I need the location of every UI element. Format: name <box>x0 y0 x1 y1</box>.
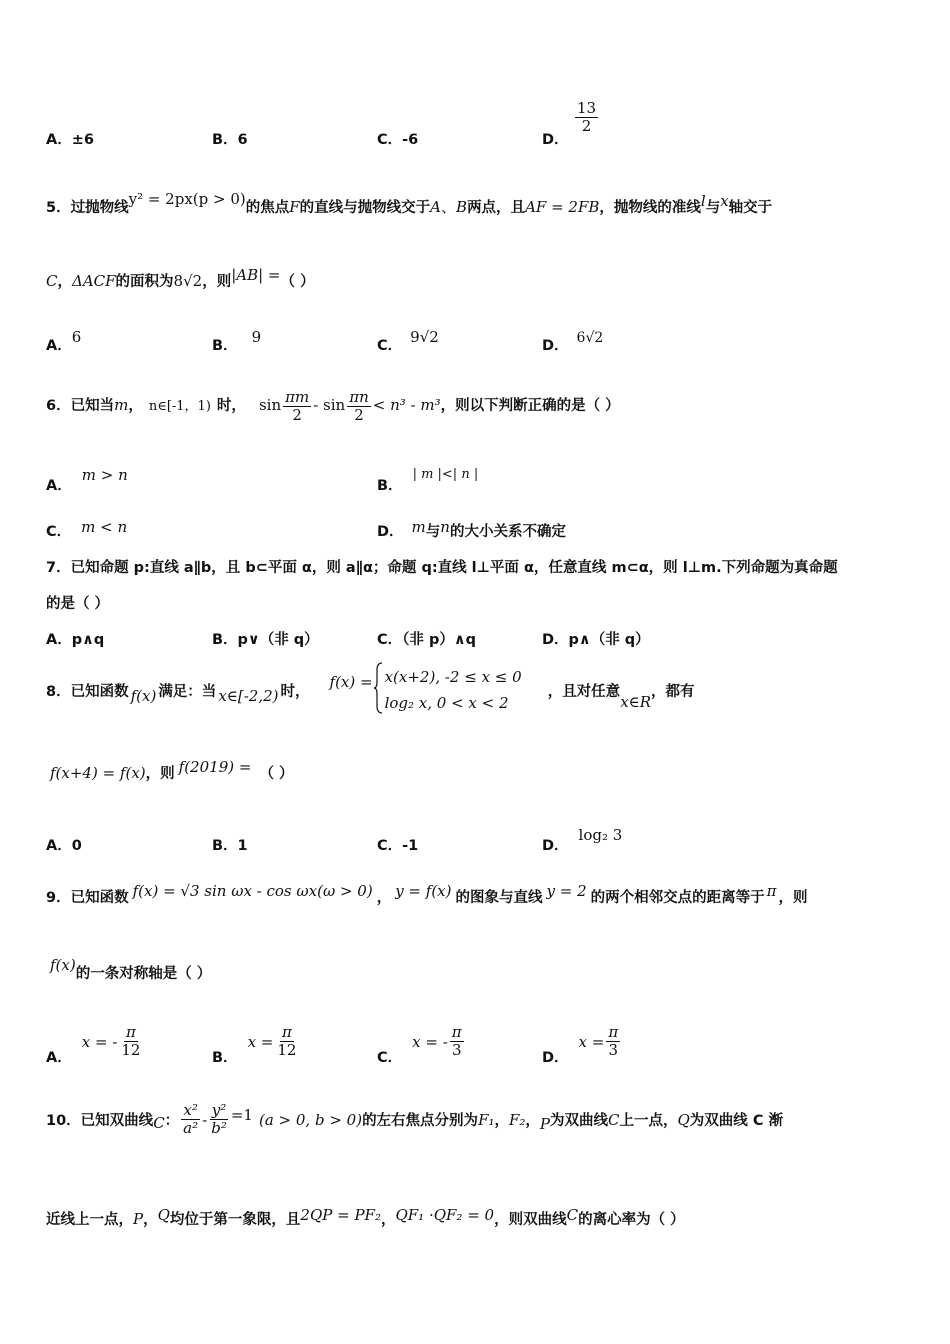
q9-option-d: D． x = $\frac{\pi}{3}$ <box>542 1023 619 1066</box>
q5-option-c: C． 9√2 <box>377 328 439 354</box>
q5-stem-line1: 5．过抛物线y² = 2px(p > 0)的焦点F的直线与抛物线交于A、B两点，且AF = 2FB，抛物线的准线l与x轴交于 <box>46 190 773 216</box>
q4-option-d-label: D． <box>542 132 569 148</box>
q8-option-a: A．0 <box>46 838 82 854</box>
q8-stem-line1: 8．已知函数 f(x) 满足：当 x∈[-2,2) 时， f(x) = x(x+2), -2 ≤ x ≤ 0 log₂ x, 0 < x < 2 ，且对任意 x∈R ，都有 <box>46 662 695 718</box>
q8-option-b: B．1 <box>212 838 248 854</box>
q8-piecewise-brace <box>373 662 383 718</box>
q9-stem-line2: f(x)的一条对称轴是（ ） <box>50 956 212 982</box>
q4-option-c: C．-6 <box>377 132 419 148</box>
q5-stem-line2: C，ΔACF的面积为8√2，则|AB| =（ ） <box>46 266 315 290</box>
q7-stem-line1: 7．已知命题 p:直线 a∥b，且 b⊂平面 α，则 a∥α；命题 q:直线 l⊥平面 α，任意直线 m⊂α，则 l⊥m.下列命题为真命题 <box>46 560 838 576</box>
q8-option-c: C．-1 <box>377 838 419 854</box>
q6-option-c: C． m < n <box>46 518 128 540</box>
q5-option-b: B． 9 <box>212 328 262 354</box>
q8-option-d: D．log₂ 3 <box>542 826 623 854</box>
q9-stem-line1: 9．已知函数 f(x) = √3 sin ωx - cos ωx(ω > 0) ， y = f(x) 的图象与直线 y = 2 的两个相邻交点的距离等于 π ，则 <box>46 882 808 906</box>
q5-option-a: A．6 <box>46 328 82 354</box>
q8-piecewise-cases: x(x+2), -2 ≤ x ≤ 0 log₂ x, 0 < x < 2 <box>384 668 522 712</box>
q9-option-a: A． x = - $\frac{\pi}{12}$ <box>46 1023 141 1066</box>
q10-stem-line2: 近线上一点，P，Q均位于第一象限，且2QP = PF₂，QF₁ ·QF₂ = 0，则双曲线C的离心率为（ ） <box>46 1206 685 1228</box>
q6-option-a: A．m > n <box>46 466 128 494</box>
q6-option-d: D． m与n的大小关系不确定 <box>377 518 566 540</box>
q5-option-d: D． 6√2 <box>542 330 604 354</box>
q4-option-d-fraction: $\frac{13}{2}$ <box>577 99 597 135</box>
q7-stem-line2: 的是（ ） <box>46 596 110 612</box>
q7-option-d: D．p∧（非 q） <box>542 632 650 648</box>
q7-option-b: B．p∨（非 q） <box>212 632 319 648</box>
q7-option-a: A．p∧q <box>46 632 105 648</box>
q4-option-b: B．6 <box>212 132 248 148</box>
q7-option-c: C．（非 p）∧q <box>377 632 476 648</box>
q6-stem: 6．已知当m， n∈[-1，1) 时， sin $\frac{\pi m}{2}$ - sin $\frac{\pi n}{2}$ < n³ - m³，则以下判断正确的是（ ） <box>46 387 620 424</box>
q6-option-b: B．| m |<| n | <box>377 467 479 494</box>
q10-stem-line1: 10．已知双曲线 C ： $\frac{\text{x²}}{\text{a²}}$ - $\frac{\text{y²}}{\text{b²}}$ =1 (a > 0, b > 0) 的左右焦点分别为 F₁ ， F₂ ， P 为双曲线 C 上一点， Q 为双曲线 C 渐 <box>46 1101 784 1137</box>
q4-option-a: A．±6 <box>46 132 94 148</box>
q8-stem-line2: f(x+4) = f(x)，则 f(2019) = （ ） <box>50 758 294 782</box>
q9-option-c: C． x = - $\frac{\pi}{3}$ <box>377 1023 462 1066</box>
q9-option-b: B． x = $\frac{\pi}{12}$ <box>212 1023 297 1066</box>
